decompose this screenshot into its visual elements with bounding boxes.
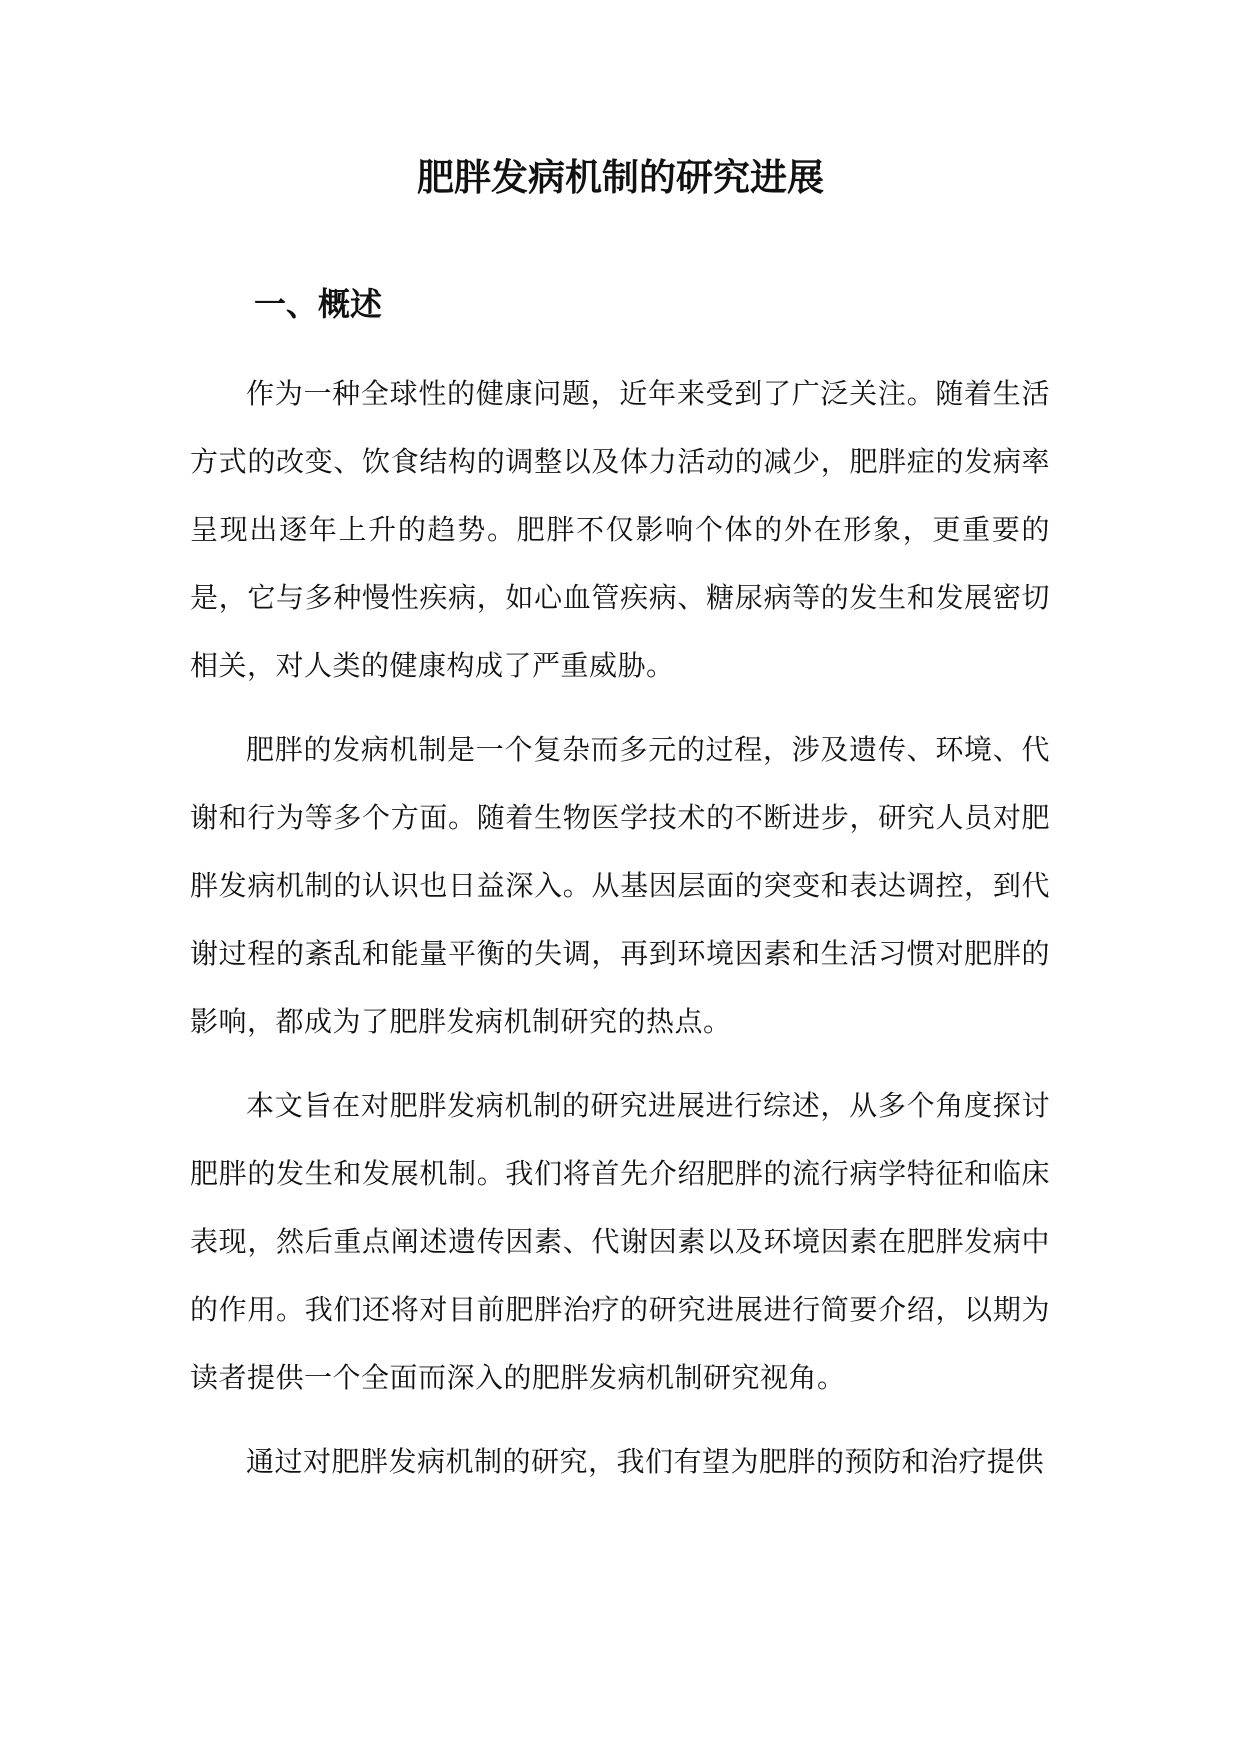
paragraph: 通过对肥胖发病机制的研究，我们有望为肥胖的预防和治疗提供 [246,1445,1045,1478]
document-title: 肥胖发病机制的研究进展 [417,155,824,199]
body-text [190,360,1050,1512]
section-heading: 一、概述 [254,285,383,323]
paragraph: 作为一种全球性的健康问题，近年来受到了广泛关注。随着生活方式的改变、饮食结构的调整以及体力活动的减少，肥胖症的发病率呈现出逐年上升的趋势。肥胖不仅影响个体的外在形象，更重要的是，它与多种慢性疾病，如心血管疾病、糖尿病等的发生和发展密切相关，对人类的健康构成了严重威胁。 [190,377,1050,682]
paragraph: 本文旨在对肥胖发病机制的研究进展进行综述，从多个角度探讨肥胖的发生和发展机制。我们将首先介绍肥胖的流行病学特征和临床表现，然后重点阐述遗传因素、代谢因素以及环境因素在肥胖发病中的作用。我们还将对目前肥胖治疗的研究进展进行简要介绍，以期为读者提供一个全面而深入的肥胖发病机制研究视角。 [190,1089,1050,1394]
paragraph: 肥胖的发病机制是一个复杂而多元的过程，涉及遗传、环境、代谢和行为等多个方面。随着生物医学技术的不断进步，研究人员对肥胖发病机制的认识也日益深入。从基因层面的突变和表达调控，到代谢过程的紊乱和能量平衡的失调，再到环境因素和生活习惯对肥胖的影响，都成为了肥胖发病机制研究的热点。 [190,733,1050,1038]
